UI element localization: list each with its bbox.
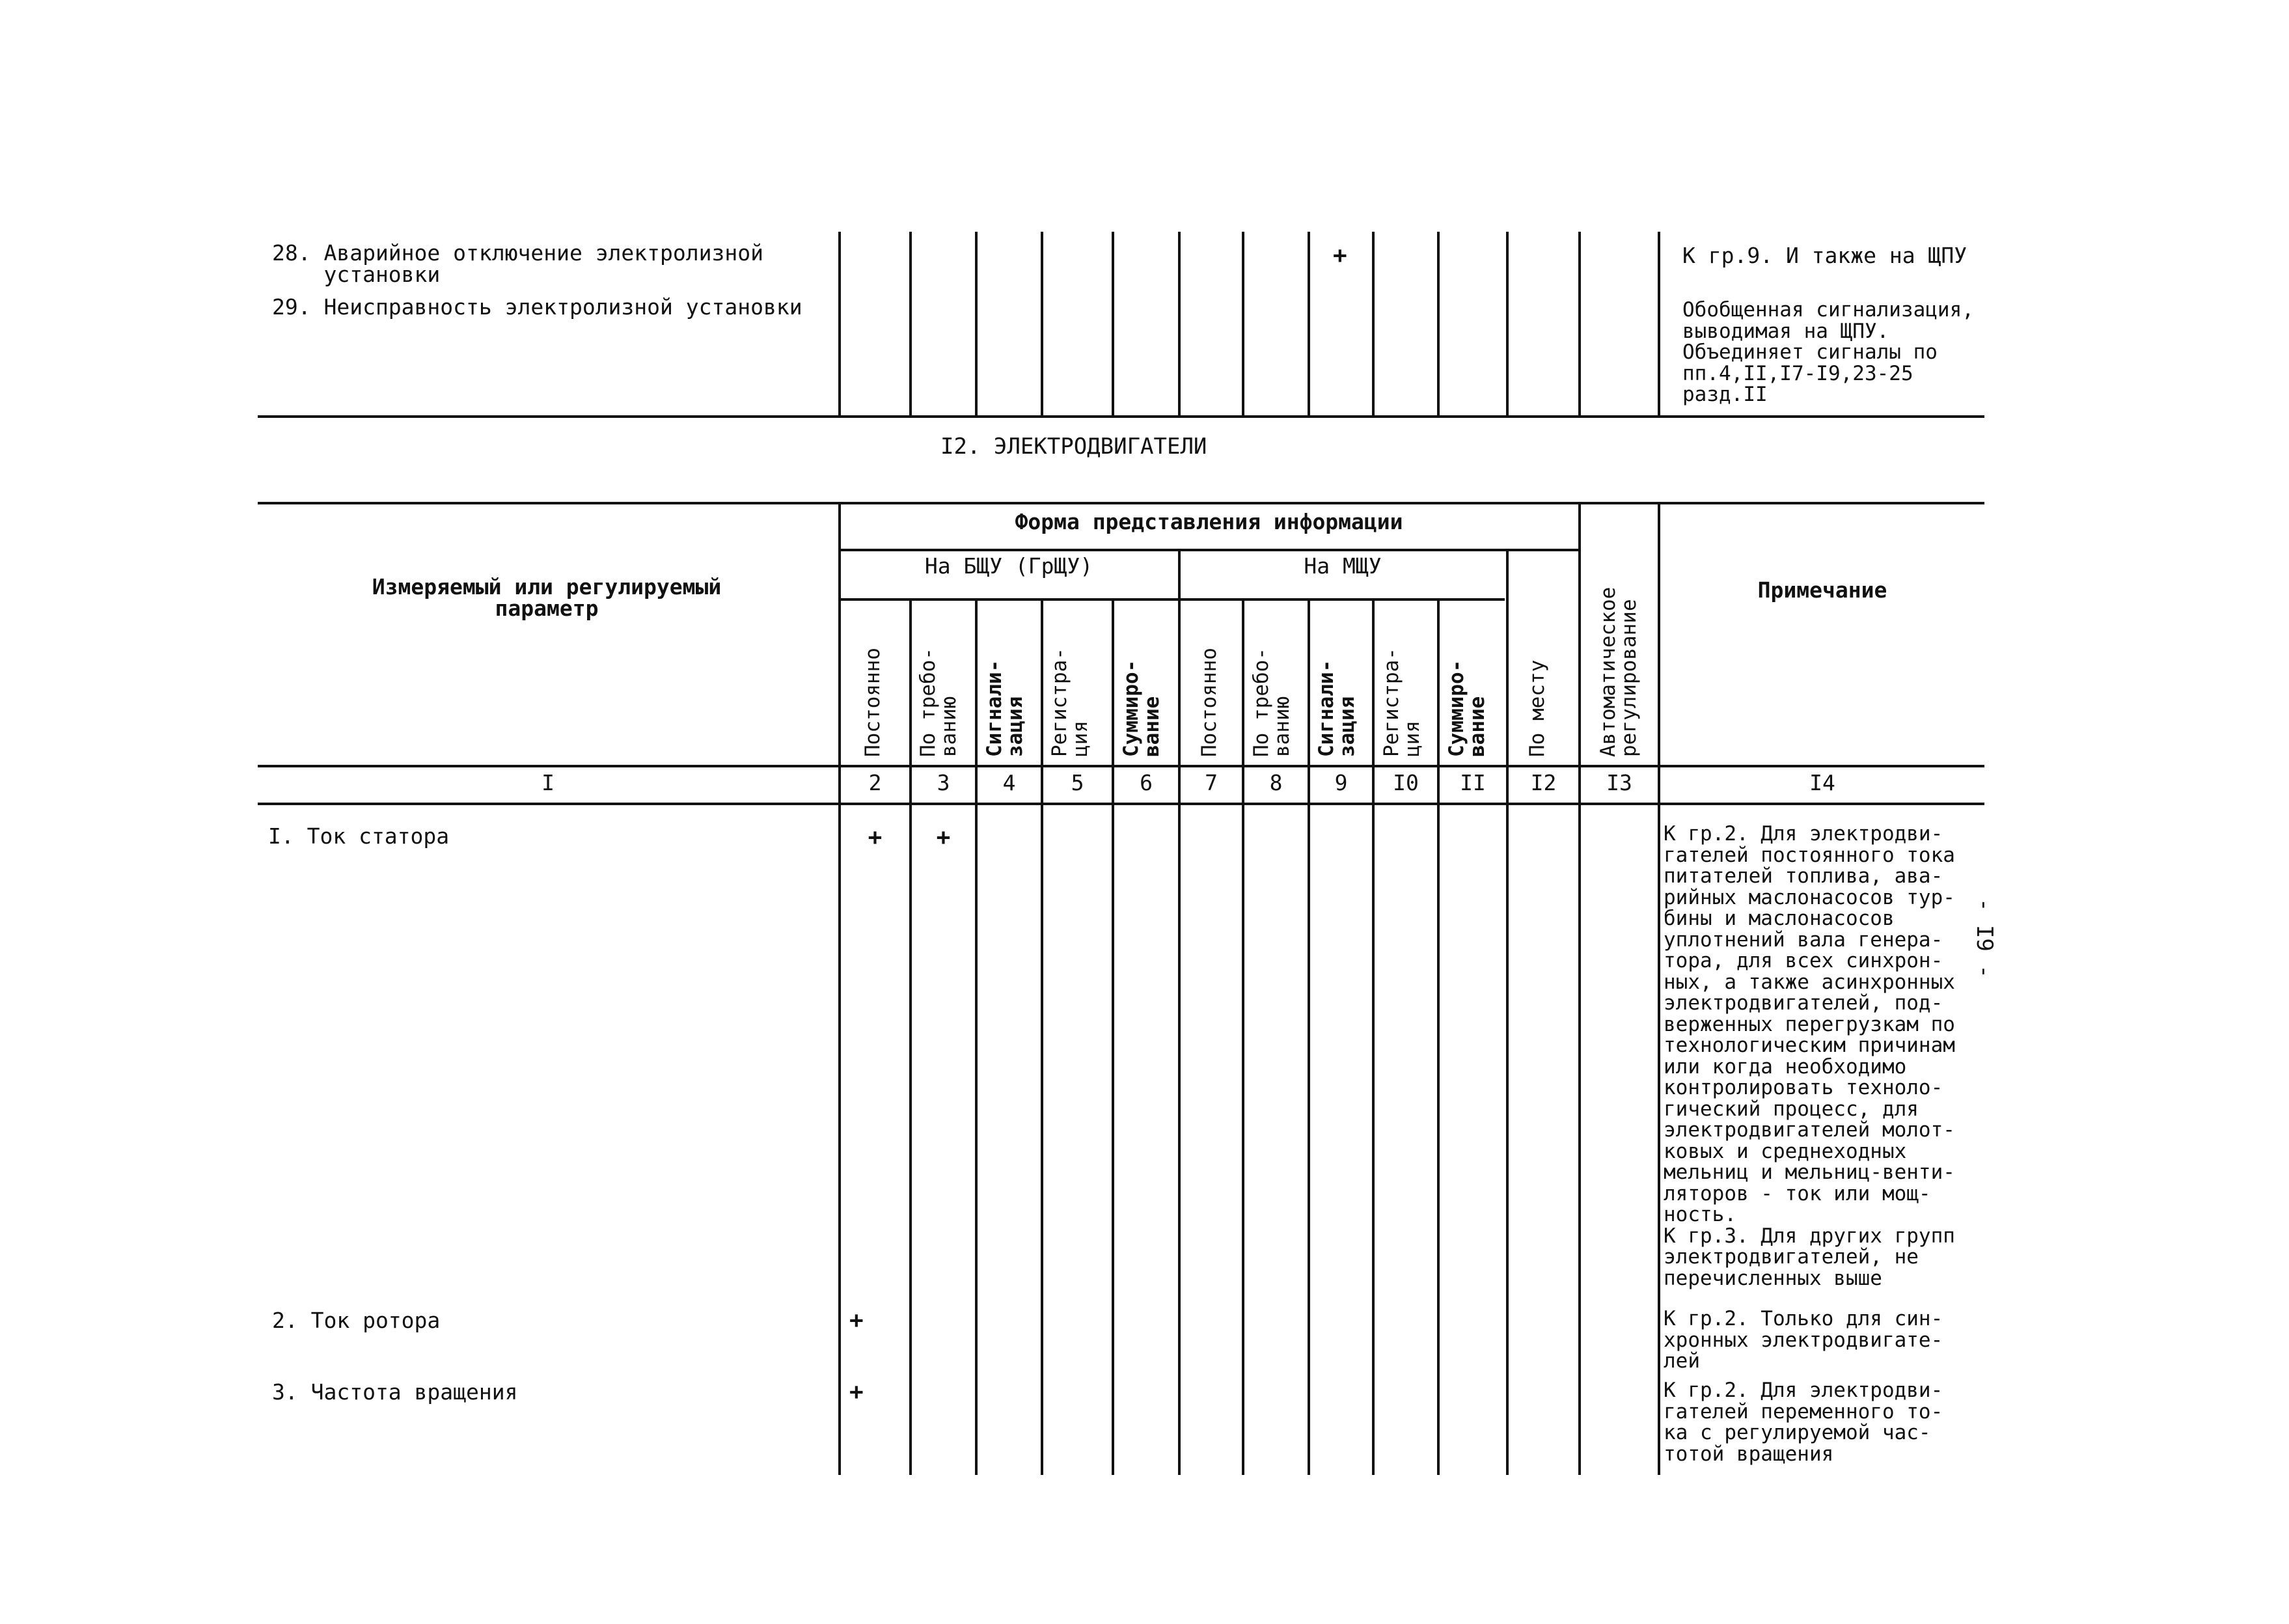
row-29-note: Обобщенная сигнализация, выводимая на ЩПУ. Объединяет сигналы по пп.4,II,I7-I9,23-25 разд.II [1682,298,1974,406]
section-title: I2. ЭЛЕКТРОДВИГАТЕЛИ [940,434,1207,460]
subheader-col11: Суммиро- вание [1445,659,1489,757]
header-form: Форма представления информации [1015,509,1403,534]
subheader-col8: По требо- ванию [1250,648,1294,757]
subheader-col7: Постоянно [1198,648,1221,757]
subheader-col12: По месту [1526,659,1549,757]
header-bshu: На БЩУ (ГрЩУ) [924,553,1093,579]
subheader-col9: Сигнали- зация [1315,659,1359,757]
header-param: Измеряемый или регулируемый параметр [372,574,722,621]
row-28-label: 28. Аварийное отключение электролизной установки [272,240,763,287]
row-1-note: К гр.2. Для электродви- гателей постоянного тока питателей топлива, ава- рийных маслонасосов тур- бины и маслонасосов уплотнений вала генера- тора, для всех синхрон- ных, а также асинхронных электродвигателей, под- верженных перегрузкам по технологическим причинам или когда необходимо контролировать техноло- гический процесс, для электродвигателей молот- ковых и среднеходных мельниц и мельниц-венти- ляторов - ток или мощ- ность. К гр.3. Для других групп электродвигателей, не перечисленных выше [1664,822,1955,1290]
subheader-col6: Суммиро- вание [1119,659,1164,757]
subheader-col3: По требо- ванию [916,648,961,757]
row-1-col3: + [936,824,951,851]
subheader-col2: Постоянно [861,648,884,757]
header-note: Примечание [1757,577,1887,603]
row-2-label: 2. Ток ротора [272,1308,441,1333]
subheader-col10: Регистра- ция [1380,648,1424,757]
row-3-note: К гр.2. Для электродви- гателей переменного то- ка с регулируемой час- тотой вращения [1664,1379,1943,1466]
row-1-col2: + [868,824,883,851]
row-3-label: 3. Частота вращения [272,1379,518,1405]
row-28-note: К гр.9. И также на ЩПУ [1682,243,1967,268]
subheader-col4: Сигнали- зация [983,659,1027,757]
subheader-col13: Автоматическое регулирование [1597,586,1641,757]
row-3-col2: + [849,1379,864,1405]
row-1-label: I. Ток статора [268,823,450,849]
page-number: - I9 - [1971,898,1997,978]
row-2-col2: + [849,1307,864,1334]
row-2-note: К гр.2. Только для син- хронных электродвигате- лей [1664,1307,1943,1373]
subheader-col5: Регистра- ция [1048,648,1092,757]
header-mshu: На МЩУ [1304,553,1382,579]
row-29-label: 29. Неисправность электролизной установки [272,294,802,320]
row-28-mark: + [1333,242,1347,269]
